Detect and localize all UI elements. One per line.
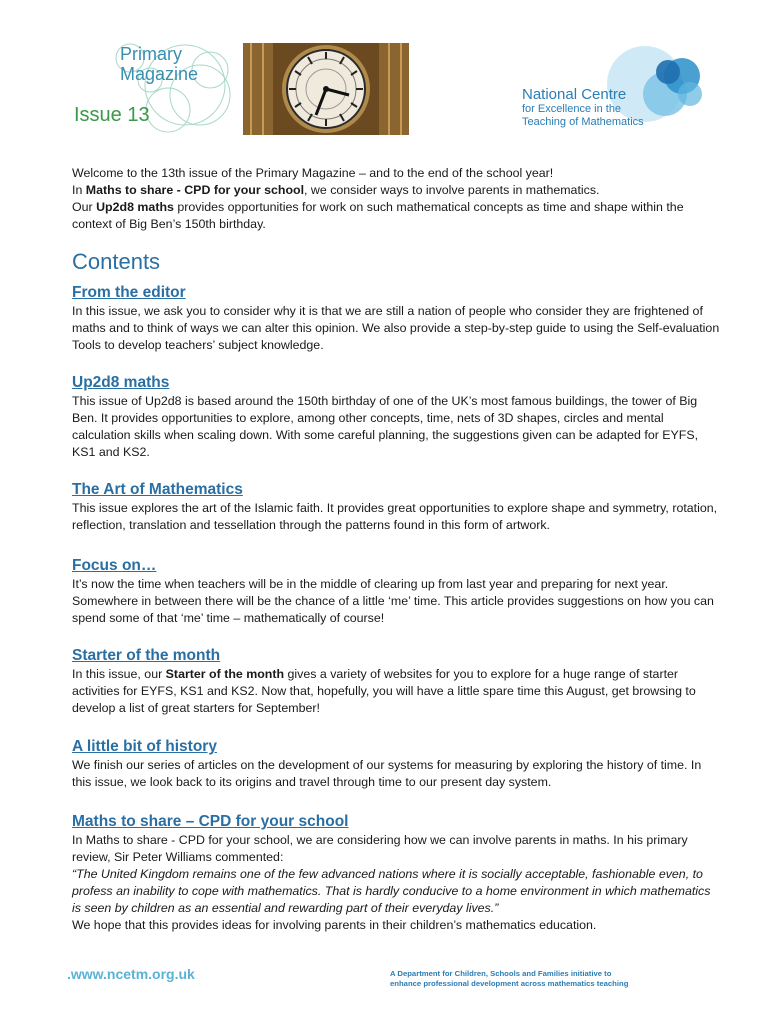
section-body <box>72 666 722 717</box>
intro-line2-text: In <box>72 183 86 197</box>
intro-line3 <box>72 199 722 233</box>
section-body: In Maths to share - CPD for your school, we are considering how we can involve parents in maths. In his primary review, Sir Peter Williams commented: <box>72 833 688 864</box>
section-link-maths-to-share[interactable]: Maths to share – CPD for your school <box>72 813 349 830</box>
section-art-of-mathematics <box>72 480 722 534</box>
big-ben-clock-image <box>243 43 409 135</box>
intro-paragraph <box>72 165 722 233</box>
section-body: It’s now the time when teachers will be in the middle of clearing up from last year and preparing for next year. Somewhere in between there will be the chance of a little ‘me’ time. This article provides suggestions on how you can spend some of that ‘me’ time – mathematically of course! <box>72 577 714 625</box>
intro-line3-text: Our <box>72 200 97 214</box>
footer-note <box>390 969 628 989</box>
section-link-little-bit-of-history[interactable]: A little bit of history <box>72 738 217 755</box>
ncetm-name-line1: National Centre <box>522 86 627 103</box>
section-link-focus-on[interactable]: Focus on… <box>72 557 157 574</box>
ncetm-name-line2: for Excellence in the <box>522 103 622 115</box>
section-focus-on <box>72 556 722 627</box>
intro-line2-bold: Maths to share - CPD for your school <box>85 183 305 197</box>
intro-line2 <box>72 182 722 199</box>
footer-note-line1: A Department for Children, Schools and Families initiative to <box>390 969 612 978</box>
intro-line1: Welcome to the 13th issue of the Primary Magazine – and to the end of the school year! <box>72 166 554 180</box>
magazine-title <box>120 44 198 84</box>
section-body-bold: Starter of the month <box>165 667 285 681</box>
section-up2d8-maths <box>72 373 722 461</box>
footer-note-line2: enhance professional development across mathematics teaching <box>390 979 629 988</box>
ncetm-name <box>522 86 644 129</box>
issue-number: Issue 13 <box>74 104 150 126</box>
ncetm-name-line3: Teaching of Mathematics <box>522 116 644 128</box>
intro-line2-text-end: , we consider ways to involve parents in mathematics. <box>304 183 600 197</box>
footer-website-link[interactable]: .www.ncetm.org.uk <box>67 966 195 982</box>
section-body: In this issue, we ask you to consider why it is that we are still a nation of people who consider they are frightened of maths and to think of ways we can alter this opinion. We also provide a step-by-step guide to using the Self-evaluation Tools to develop teachers’ subject knowledge. <box>72 304 720 352</box>
section-starter-of-the-month <box>72 646 722 717</box>
magazine-title-line2: Magazine <box>120 64 199 84</box>
section-maths-to-share <box>72 812 722 934</box>
section-link-art-of-mathematics[interactable]: The Art of Mathematics <box>72 481 243 498</box>
contents-heading: Contents <box>72 249 161 274</box>
section-link-from-the-editor[interactable]: From the editor <box>72 284 186 301</box>
intro-line3-text-end: provides opportunities for work on such mathematical concepts as time and shape within the context of Big Ben’s 150th birthday. <box>72 200 684 231</box>
section-body: This issue explores the art of the Islamic faith. It provides great opportunities to explore shape and symmetry, rotation, reflection, translation and tessellation through the patterns found in this form of artwork. <box>72 501 718 532</box>
section-quote: “The United Kingdom remains one of the few advanced nations where it is socially acceptable, fashionable even, to profess an inability to cope with mathematics. That is hardly conducive to a home environment in which mathematics is seen by children as an essential and rewarding part of their everyday lives.” <box>72 867 711 915</box>
primary-magazine-logo <box>74 40 240 140</box>
section-link-starter-of-the-month[interactable]: Starter of the month <box>72 647 221 664</box>
section-body: This issue of Up2d8 is based around the 150th birthday of one of the UK’s most famous buildings, the tower of Big Ben. It provides opportunities to explore, among other concepts, time, nets of 3D shapes, circles and mental calculation skills when scaling down. With some careful planning, the suggestions given can be adapted for EYFS, KS1 and KS2. <box>72 394 699 459</box>
intro-line3-bold: Up2d8 maths <box>96 200 174 214</box>
section-body-text-end: gives a variety of websites for you to explore for a huge range of starter activities for EYFS, KS1 and KS2. Now that, hopefully, you will have a little spare time this August, get browsing to develop a list of great starters for September! <box>72 667 696 715</box>
magazine-title-line1: Primary <box>120 44 182 64</box>
ncetm-logo <box>520 44 720 134</box>
section-from-the-editor <box>72 283 722 354</box>
section-body: We finish our series of articles on the development of our systems for measuring by exploring the history of time. In this issue, we look back to its origins and travel through time to our present day system. <box>72 758 702 789</box>
section-body-text: In this issue, our <box>72 667 166 681</box>
section-link-up2d8-maths[interactable]: Up2d8 maths <box>72 374 170 391</box>
section-closing: We hope that this provides ideas for involving parents in their children’s mathematics education. <box>72 918 597 932</box>
section-little-bit-of-history <box>72 737 722 791</box>
